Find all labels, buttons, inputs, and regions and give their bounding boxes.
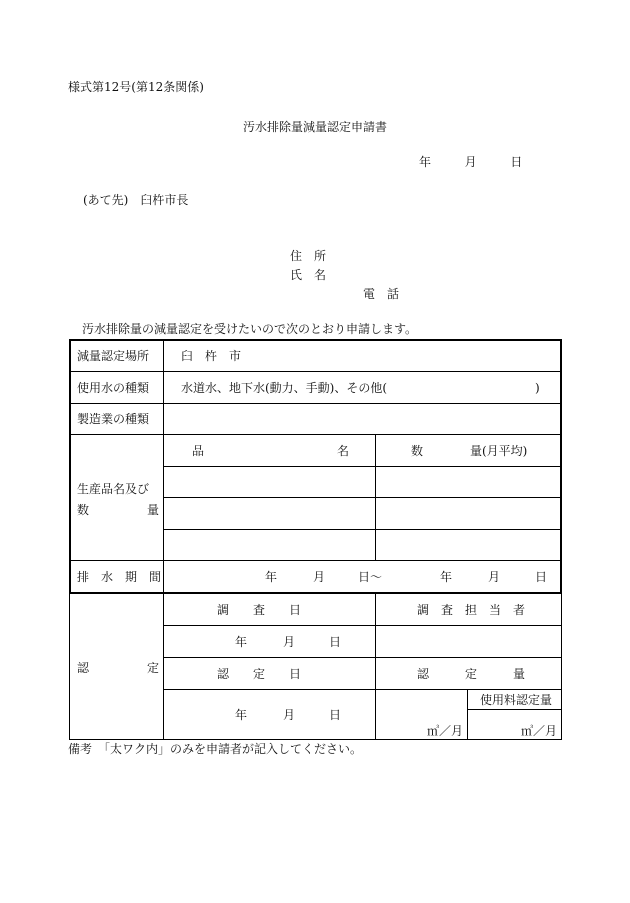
row-divider <box>164 529 560 530</box>
row-divider <box>71 371 560 372</box>
manufacturing-value-field[interactable] <box>170 412 555 426</box>
product-name-header-b: 名 <box>337 444 350 458</box>
discharge-end-day[interactable]: 日 <box>535 570 548 584</box>
cert-row-divider <box>164 657 561 658</box>
discharge-period-label: 排 水 期 間 <box>77 570 162 584</box>
products-label-line1: 生産品名及び <box>77 482 150 496</box>
label-column-divider <box>163 341 164 592</box>
survey-day: 日 <box>329 635 342 649</box>
location-value[interactable]: 臼 杵 市 <box>181 349 242 363</box>
table-border-left <box>69 339 71 594</box>
row-divider <box>164 466 560 467</box>
water-type-label: 使用水の種類 <box>77 381 150 395</box>
discharge-start-day[interactable]: 日〜 <box>358 570 383 584</box>
row-divider <box>71 403 560 404</box>
water-type-options[interactable]: 水道水、地下水(動力、手動)、その他( <box>181 381 388 395</box>
date-day-label: 日 <box>510 155 523 169</box>
certification-label-b: 定 <box>147 661 160 675</box>
discharge-end-year[interactable]: 年 <box>440 570 453 584</box>
cert-border-right <box>561 594 562 740</box>
cert-label-divider <box>163 594 164 740</box>
table-border-bottom <box>69 592 562 594</box>
remarks: 備考 「太ワク内」のみを申請者が記入してください。 <box>68 742 363 756</box>
row-divider <box>71 560 560 561</box>
cert-row-divider <box>164 625 561 626</box>
product-name-field[interactable] <box>170 475 368 489</box>
cert-border-left <box>69 594 70 740</box>
discharge-start-month[interactable]: 月 <box>313 570 326 584</box>
table-border-right <box>560 339 562 594</box>
intro-text: 汚水排除量の減量認定を受けたいので次のとおり申請します。 <box>82 322 418 336</box>
product-quantity-field[interactable] <box>382 538 554 552</box>
product-column-divider <box>375 435 376 560</box>
fee-cert-label: 使用料認定量 <box>480 693 553 707</box>
application-date[interactable] <box>419 155 522 169</box>
product-name-header-a: 品 <box>192 444 205 458</box>
date-month-label: 月 <box>464 155 477 169</box>
cert-amount-label: 認 定 量 <box>417 667 526 681</box>
cert-month: 月 <box>283 708 296 722</box>
cert-row-divider <box>164 689 561 690</box>
addressee: (あて先) 臼杵市長 <box>83 193 189 207</box>
survey-year: 年 <box>235 635 248 649</box>
quantity-header-a: 数 <box>411 444 424 458</box>
product-name-field[interactable] <box>170 538 368 552</box>
table-border-top <box>69 339 562 341</box>
row-divider <box>71 434 560 435</box>
form-number: 様式第12号(第12条関係) <box>68 80 204 94</box>
cert-day: 日 <box>329 708 342 722</box>
location-label: 減量認定場所 <box>77 349 150 363</box>
product-quantity-field[interactable] <box>382 506 554 520</box>
cert-amount-divider <box>467 689 468 740</box>
product-name-field[interactable] <box>170 506 368 520</box>
manufacturing-label: 製造業の種類 <box>77 412 150 426</box>
discharge-end-month[interactable]: 月 <box>488 570 501 584</box>
quantity-header-b: 量(月平均) <box>470 444 528 458</box>
products-label-quantity-b: 量 <box>147 503 160 517</box>
product-quantity-field[interactable] <box>382 475 554 489</box>
cert-column-divider <box>375 594 376 740</box>
certification-label-a: 認 <box>77 661 90 675</box>
cert-amount-unit: ㎥／月 <box>427 724 464 738</box>
row-divider <box>164 497 560 498</box>
document-title: 汚水排除量減量認定申請書 <box>242 120 387 134</box>
survey-month: 月 <box>283 635 296 649</box>
water-type-close-paren: ) <box>535 381 540 395</box>
cert-date-label: 認 定 日 <box>217 667 302 681</box>
products-label-quantity-a: 数 <box>77 503 90 517</box>
survey-date-label: 調 査 日 <box>217 603 302 617</box>
survey-person-label: 調 査 担 当 者 <box>417 603 526 617</box>
applicant-tel-label[interactable]: 電 話 <box>363 287 400 301</box>
discharge-start-year[interactable]: 年 <box>265 570 278 584</box>
fee-cert-unit: ㎥／月 <box>521 724 558 738</box>
applicant-name-label[interactable]: 氏 名 <box>290 268 327 282</box>
applicant-address-label[interactable]: 住 所 <box>290 249 327 263</box>
cert-border-bottom <box>69 739 562 740</box>
cert-year: 年 <box>235 708 248 722</box>
fee-cert-divider <box>467 709 561 710</box>
date-year-label: 年 <box>419 155 432 169</box>
